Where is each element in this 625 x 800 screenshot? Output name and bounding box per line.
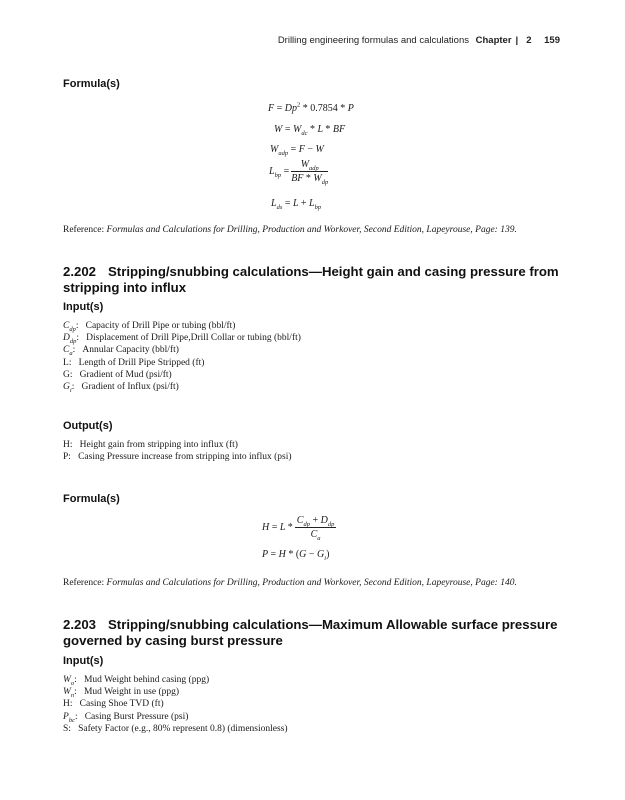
variable-definition: H: Casing Shoe TVD (ft)	[63, 699, 164, 710]
variable-symbol: $C_{dp}$	[63, 321, 76, 333]
section-number: 2.202	[63, 264, 97, 279]
top-formula-label: Formula(s)	[63, 78, 120, 90]
formula-label-2-202: Formula(s)	[63, 493, 120, 505]
formula-lds: $L_{ds} = L + L_{bp}$	[271, 198, 322, 211]
variable-description: Casing Shoe TVD (ft)	[79, 699, 164, 710]
variable-definition: L: Length of Drill Pipe Stripped (ft)	[63, 357, 205, 368]
variable-definition: G: Gradient of Mud (psi/ft)	[63, 369, 172, 380]
variable-definition: $W_n$: Mud Weight in use (ppg)	[63, 687, 180, 700]
inputs-label-2-202: Input(s)	[63, 301, 104, 313]
chapter-number: 2	[526, 35, 532, 46]
variable-symbol: H	[63, 699, 70, 710]
book-title: Drilling engineering formulas and calculations	[277, 35, 469, 46]
formula-lbp: $L_{bp}$ = $\frac{W_{adp}}{BF * W_{dp}}$	[269, 159, 329, 186]
variable-description: Annular Capacity (bbl/ft)	[82, 345, 179, 356]
variable-description: Casing Burst Pressure (psi)	[84, 711, 189, 722]
variable-symbol: H	[63, 440, 70, 450]
variable-symbol: $G_i$	[63, 382, 72, 394]
outputs-list-2-202	[63, 439, 292, 463]
variable-symbol: $C_a$	[63, 345, 73, 358]
variable-symbol: L	[63, 357, 69, 368]
chapter-label: Chapter	[475, 35, 512, 46]
variable-description: Safety Factor (e.g., 80% represent 0.8) (dimensionless)	[78, 723, 288, 734]
variable-description: Length of Drill Pipe Stripped (ft)	[78, 357, 205, 368]
reference-page-139: Reference: Formulas and Calculations for Drilling, Production and Workover, Second Edition, Lapeyrouse, Page: 139.	[63, 225, 517, 235]
variable-symbol: $W_o$	[63, 675, 75, 687]
formula-wadp: $W_{adp} = F - W$	[270, 144, 324, 157]
section-number: 2.203	[63, 617, 97, 632]
section-heading: Stripping/snubbing calculations—Height gain and casing pressure from stripping into influx	[63, 264, 559, 295]
section-2-202-title	[63, 264, 563, 295]
variable-description: Mud Weight behind casing (ppg)	[83, 675, 210, 685]
variable-definition: $G_i$: Gradient of Influx (psi/ft)	[63, 382, 179, 394]
variable-definition: S: Safety Factor (e.g., 80% represent 0.8) (dimensionless)	[63, 723, 288, 734]
formula-w: $W = W_{dc} * L$ * BF	[274, 124, 346, 137]
variable-symbol: S	[63, 723, 69, 734]
section-2-203-title	[63, 617, 563, 648]
variable-symbol: $W_n$	[63, 687, 75, 700]
variable-definition: H: Height gain from stripping into influx (ft)	[63, 440, 238, 450]
variable-description: Casing Pressure increase from stripping into influx (psi)	[78, 452, 292, 463]
variable-description: Gradient of Influx (psi/ft)	[81, 382, 179, 393]
variable-definition: $C_a$: Annular Capacity (bbl/ft)	[63, 345, 179, 358]
variable-symbol: $D_{dp}$	[63, 333, 77, 346]
header-separator: |	[515, 35, 519, 46]
variable-description: Height gain from stripping into influx (ft)	[79, 440, 238, 450]
page-number: 159	[544, 35, 560, 46]
outputs-label-2-202: Output(s)	[63, 420, 113, 432]
section-heading: Stripping/snubbing calculations—Maximum Allowable surface pressure governed by casing burst pressure	[63, 617, 558, 648]
variable-definition: $W_o$: Mud Weight behind casing (ppg)	[63, 675, 210, 687]
reference-page-140: Reference: Formulas and Calculations for Drilling, Production and Workover, Second Edition, Lapeyrouse, Page: 140.	[63, 578, 517, 588]
variable-symbol: G	[63, 369, 70, 380]
variable-description: Mud Weight in use (ppg)	[83, 687, 180, 698]
formula-f: $F = Dp^2 * 0.7854 * P$	[268, 101, 354, 114]
variable-description: Displacement of Drill Pipe,Drill Collar or tubing (bbl/ft)	[86, 333, 301, 344]
variable-description: Gradient of Mud (psi/ft)	[79, 369, 172, 380]
variable-definition: P: Casing Pressure increase from stripping into influx (psi)	[63, 452, 292, 463]
variable-definition: $P_{bc}$: Casing Burst Pressure (psi)	[63, 711, 189, 724]
inputs-label-2-203: Input(s)	[63, 655, 104, 667]
formula-h: H = L * $\frac{C_{dp} + D_{dp}}{C_a}$	[262, 515, 335, 542]
variable-symbol: $P_{bc}$	[63, 711, 75, 724]
inputs-list-2-202	[63, 320, 301, 393]
variable-definition: $D_{dp}$: Displacement of Drill Pipe,Drill Collar or tubing (bbl/ft)	[63, 333, 301, 346]
formula-p: $P = H * (G - G_i)$	[262, 549, 330, 562]
inputs-list-2-203	[63, 674, 288, 735]
variable-description: Capacity of Drill Pipe or tubing (bbl/ft)	[85, 321, 236, 331]
variable-symbol: P	[63, 452, 69, 463]
running-header	[278, 35, 560, 46]
variable-definition: $C_{dp}$: Capacity of Drill Pipe or tubing (bbl/ft)	[63, 321, 236, 333]
